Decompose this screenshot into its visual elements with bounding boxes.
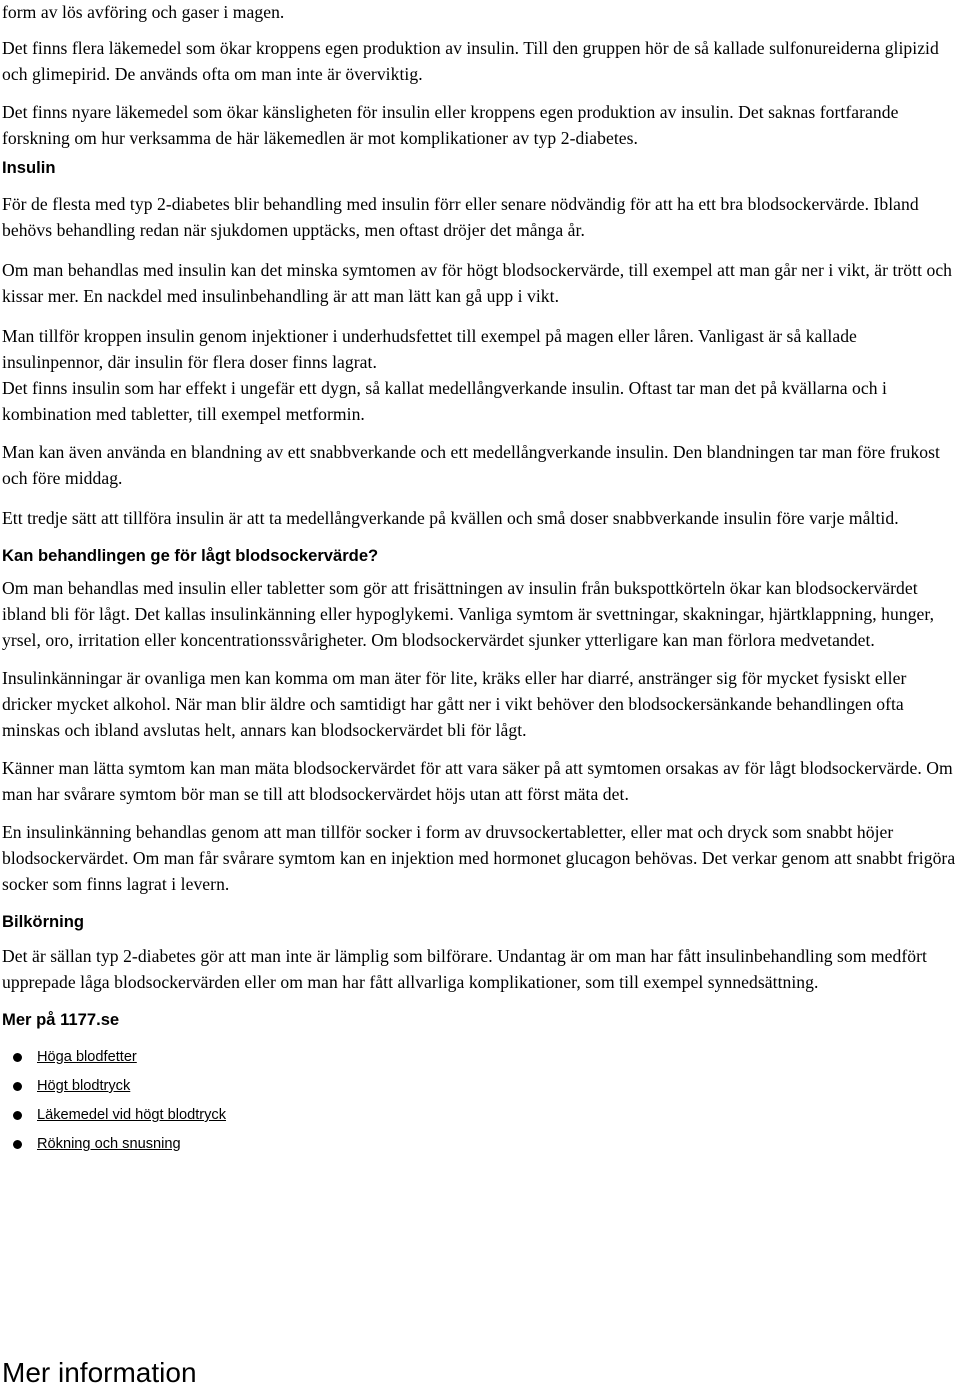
heading-insulin: Insulin [2, 158, 56, 177]
heading-driving: Bilkörning [2, 912, 85, 931]
paragraph-driving: Det är sällan typ 2-diabetes gör att man inte är lämplig som bilförare. Undantag är om man har fått insulinbehandling som medfört upprepade låga blodsockervärden eller om man har fått allvarliga komplikationer, som till exempel synnedsättning. [2, 946, 927, 992]
paragraph-newer-medicines: Det finns nyare läkemedel som ökar känsligheten för insulin eller kroppens egen produktion av insulin. Det saknas fortfarande forskning om hur verksamma de här läkemedlen är mot komplikationer av typ 2-diabetes. [2, 102, 899, 148]
heading-more-information: Mer information [2, 1357, 197, 1388]
paragraph-insulin-3: Man tillför kroppen insulin genom injektioner i underhudsfettet till exempel på magen eller låren. Vanligast är så kallade insulinpennor, där insulin för flera doser finns lagrat. [2, 326, 857, 372]
list-item [2, 1047, 956, 1076]
paragraph-intro-tail: form av lös avföring och gaser i magen. [2, 2, 285, 22]
paragraph-sulfonylureas: Det finns flera läkemedel som ökar kroppens egen produktion av insulin. Till den gruppen hör de så kallade sulfonureiderna glipizid och glimepirid. De används ofta om man inte är överviktig. [2, 38, 939, 84]
paragraph-insulin-5: Man kan även använda en blandning av ett snabbverkande och ett medellångverkande insulin. Den blandningen tar man före frukost och före middag. [2, 442, 940, 488]
bullet-icon [13, 1082, 22, 1091]
paragraph-low-4: En insulinkänning behandlas genom att man tillför socker i form av druvsockertabletter, eller mat och dryck som snabbt höjer blodsockervärdet. Om man får svårare symtom kan en injektion med hormonet glucagon behövas. Det verkar genom att snabbt frigöra socker som finns lagrat i levern. [2, 822, 956, 894]
link-rokning-och-snusning[interactable]: Rökning och snusning [37, 1136, 181, 1152]
list-item [2, 1134, 956, 1163]
link-hogt-blodtryck[interactable]: Högt blodtryck [37, 1078, 131, 1094]
list-item [2, 1076, 956, 1105]
paragraph-low-1: Om man behandlas med insulin eller tabletter som gör att frisättningen av insulin från bukspottkörteln ökar kan blodsockervärdet ibland bli för lågt. Det kallas insulinkänning eller hypoglykemi. Vanliga symtom är svettningar, skakningar, hjärtklappning, hunger, yrsel, oro, irritation eller koncentrationssvårigheter. Om blodsockervärdet sjunker ytterligare kan man förlora medvetandet. [2, 578, 935, 650]
bullet-icon [13, 1111, 22, 1120]
paragraph-insulin-6: Ett tredje sätt att tillföra insulin är att ta medellångverkande på kvällen och små doser snabbverkande insulin före varje måltid. [2, 508, 899, 528]
paragraph-insulin-2: Om man behandlas med insulin kan det minska symtomen av för högt blodsockervärde, till exempel att man går ner i vikt, är trött och kissar mer. En nackdel med insulinbehandling är att man lätt kan gå upp i vikt. [2, 260, 953, 306]
paragraph-low-2: Insulinkänningar är ovanliga men kan komma om man äter för lite, kräks eller har diarré, anstränger sig för mycket fysiskt eller dricker mycket alkohol. När man blir äldre och samtidigt har gått ner i vikt behöver den blodsockersänkande behandlingen ofta minskas och ibland avslutas helt, annars kan blodsockervärdet bli för lågt. [2, 668, 907, 740]
paragraph-low-3: Känner man lätta symtom kan man mäta blodsockervärdet för att vara säker på att symtomen orsakas av för lågt blodsockervärde. Om man har svårare symtom bör man se till att blodsockervärdet höjs utan att först mäta det. [2, 758, 953, 804]
link-hoga-blodfetter[interactable]: Höga blodfetter [37, 1049, 137, 1065]
paragraph-insulin-4: Det finns insulin som har effekt i ungefär ett dygn, så kallat medellångverkande insulin. Oftast tar man det på kvällarna och i kombination med tabletter, till exempel metformin. [2, 378, 887, 424]
list-item [2, 1105, 956, 1134]
paragraph-insulin-1: För de flesta med typ 2-diabetes blir behandling med insulin förr eller senare nödvändig för att ha ett bra blodsockervärde. Ibland behövs behandling redan när sjukdomen upptäcks, men oftast dröjer det många år. [2, 194, 919, 240]
bullet-icon [13, 1053, 22, 1062]
link-lakemedel-vid-hogt-blodtryck[interactable]: Läkemedel vid högt blodtryck [37, 1107, 227, 1123]
heading-low-blood-sugar: Kan behandlingen ge för lågt blodsockervärde? [2, 546, 379, 565]
bullet-icon [13, 1140, 22, 1149]
related-links-list [2, 1047, 956, 1163]
document-body [2, 0, 956, 1163]
heading-more-on-1177: Mer på 1177.se [2, 1010, 120, 1029]
